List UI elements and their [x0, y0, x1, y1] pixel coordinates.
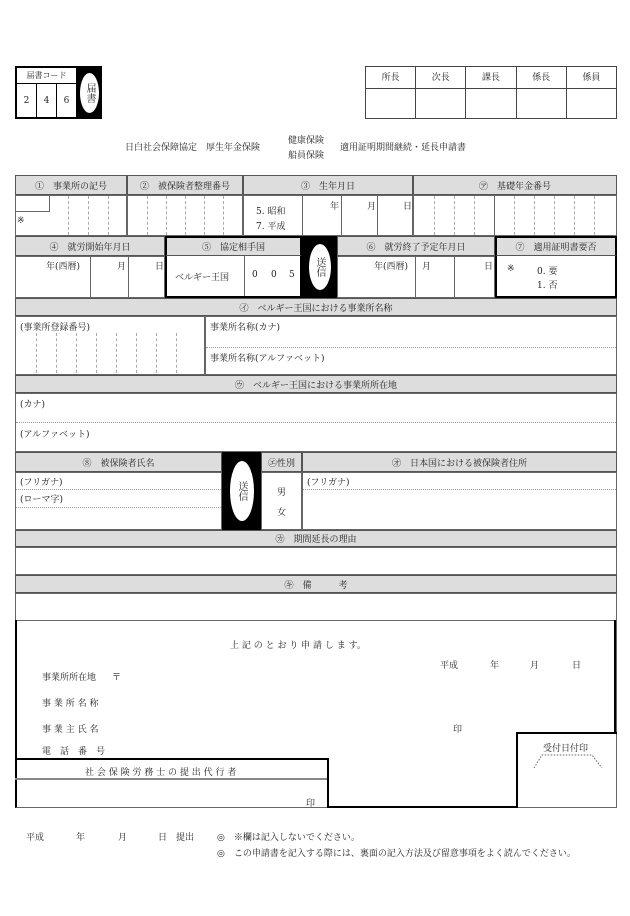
header-partner-country: ⑤ 協定相手国	[165, 236, 302, 256]
approval-col: 係員	[567, 67, 616, 89]
send-box	[302, 236, 337, 298]
date-year: 年	[490, 661, 500, 671]
phone-label: 電 話 番 号	[42, 747, 106, 757]
header-work-end: ⑥ 就労終了予定年月日	[337, 236, 495, 256]
day-label: 日	[155, 262, 165, 272]
form-code-box	[15, 66, 102, 119]
header-extension-reason: ㋕ 期間延長の理由	[15, 530, 617, 547]
office-alpha-label: 事業所名称(アルファベット)	[210, 354, 325, 364]
roman-label: (ローマ字)	[20, 495, 64, 505]
approval-stamp-table	[365, 66, 617, 119]
submit-month: 月	[118, 833, 128, 843]
approval-col: 所長	[366, 67, 415, 89]
option-not-need[interactable]: 1. 否	[537, 281, 558, 291]
title-seaman: 船員保険	[288, 151, 325, 161]
header-work-start: ④ 就労開始年月日	[15, 236, 165, 256]
note-1: ◎ ※欄は記入しないでください。	[217, 833, 360, 843]
submit-era: 平成	[26, 833, 45, 843]
approval-col: 次長	[416, 67, 465, 89]
work-end-input[interactable]	[337, 256, 495, 298]
send-label: 送信	[236, 481, 247, 501]
office-symbol-input[interactable]	[15, 195, 127, 236]
pension-number-input[interactable]	[413, 195, 617, 236]
submit-label: 提出	[176, 833, 195, 843]
day-label: 日	[403, 202, 413, 212]
month-label: 月	[422, 262, 432, 272]
owner-seal: 印	[453, 725, 463, 735]
title-health: 健康保険	[288, 136, 325, 146]
office-location-label: 事業所所在地	[42, 673, 97, 683]
send-oval	[309, 244, 331, 290]
address-alpha-label: (アルファベット)	[20, 430, 90, 440]
header-certificate-need: ⑦ 適用証明書要否	[495, 236, 617, 256]
era-showa: 5. 昭和	[256, 207, 286, 217]
header-japan-address: ㋔ 日本国における被保険者住所	[302, 452, 617, 472]
not-fill-mark: ※	[507, 264, 515, 274]
code-digit: 6	[57, 84, 76, 117]
title-right: 適用証明期間継続・延長申請書	[340, 143, 467, 153]
title-left: 日白社会保障協定 厚生年金保険	[125, 143, 261, 153]
office-kana-label: 事業所名称(カナ)	[210, 323, 281, 333]
work-start-input[interactable]	[15, 256, 165, 298]
agent-seal: 印	[306, 799, 316, 809]
sex-field[interactable]	[261, 472, 302, 530]
era-heisei: 7. 平成	[256, 222, 286, 232]
sex-female[interactable]: 女	[277, 508, 287, 518]
header-insured-number: ② 被保険者整理番号	[127, 175, 243, 195]
office-name-label: 事 業 所 名 称	[42, 699, 99, 709]
header-birthdate: ③ 生年月日	[243, 175, 413, 195]
form-code-label: 届書コード	[17, 68, 76, 83]
header-insured-name: ⑧ 被保険者氏名	[15, 452, 222, 472]
furigana-label: (フリガナ)	[307, 478, 350, 488]
note-2: ◎ この申請書を記入する際には、裏面の記入方法及び留意事項をよく読んでください。	[217, 849, 576, 859]
code-digit: 4	[37, 84, 56, 117]
insured-number-input[interactable]	[127, 195, 243, 236]
owner-name-label: 事 業 主 氏 名	[42, 725, 99, 735]
send-oval	[230, 461, 254, 521]
office-address-input[interactable]	[15, 393, 617, 452]
sex-male[interactable]: 男	[277, 488, 287, 498]
month-label: 月	[117, 262, 127, 272]
certificate-need-field[interactable]	[495, 256, 617, 298]
header-sex: ㋓性別	[261, 452, 302, 472]
remarks-input[interactable]	[15, 593, 617, 621]
insured-name-input[interactable]	[15, 472, 222, 530]
office-name-input[interactable]	[205, 316, 617, 375]
header-office-symbol: ① 事業所の記号	[15, 175, 127, 195]
declaration-text: 上 記 の と お り 申 請 し ま す。	[230, 641, 366, 651]
stamp-arc	[532, 752, 604, 770]
japan-address-input[interactable]	[302, 472, 617, 530]
header-office-name: ㋑ ベルギー王国における事業所名称	[15, 298, 617, 316]
year-label: 年	[330, 202, 340, 212]
country-code-digit: 0	[252, 270, 258, 280]
code-digit: 2	[17, 84, 36, 117]
submit-year: 年	[76, 833, 86, 843]
agent-label: 社 会 保 険 労 務 士 の 提 出 代 行 者	[85, 768, 237, 778]
country-code-digit: 5	[289, 270, 295, 280]
year-label: 年(西暦)	[374, 262, 409, 272]
office-reg-label: (事業所登録番号)	[20, 323, 91, 333]
partner-country-field	[165, 256, 302, 298]
year-label: 年(西暦)	[46, 262, 81, 272]
receipt-stamp-label: 受付日付印	[543, 744, 589, 754]
not-fill-mark: ※	[17, 216, 25, 226]
send-label: 送信	[314, 257, 325, 277]
furigana-label: (フリガナ)	[20, 478, 63, 488]
approval-col: 係長	[517, 67, 566, 89]
postal-mark: 〒	[112, 673, 122, 683]
form-type-oval: 届書	[80, 73, 99, 113]
office-registration-input[interactable]	[15, 316, 205, 375]
header-remarks: ㋖ 備 考	[15, 575, 617, 593]
day-label: 日	[484, 262, 494, 272]
country-code-digit: 0	[271, 270, 277, 280]
option-need[interactable]: 0. 要	[537, 267, 558, 277]
country-name: ベルギー王国	[175, 273, 230, 283]
approval-col: 課長	[466, 67, 515, 89]
send-box	[222, 452, 261, 530]
date-era: 平成	[440, 661, 459, 671]
date-month: 月	[530, 661, 540, 671]
month-label: 月	[367, 202, 377, 212]
date-day: 日	[572, 661, 582, 671]
header-office-address: ㋒ ベルギー王国における事業所所在地	[15, 375, 617, 393]
submit-day: 日	[158, 833, 168, 843]
birthdate-input[interactable]	[243, 195, 413, 236]
header-pension-number: ㋐ 基礎年金番号	[413, 175, 617, 195]
extension-reason-input[interactable]	[15, 547, 617, 575]
address-kana-label: (カナ)	[20, 400, 46, 410]
